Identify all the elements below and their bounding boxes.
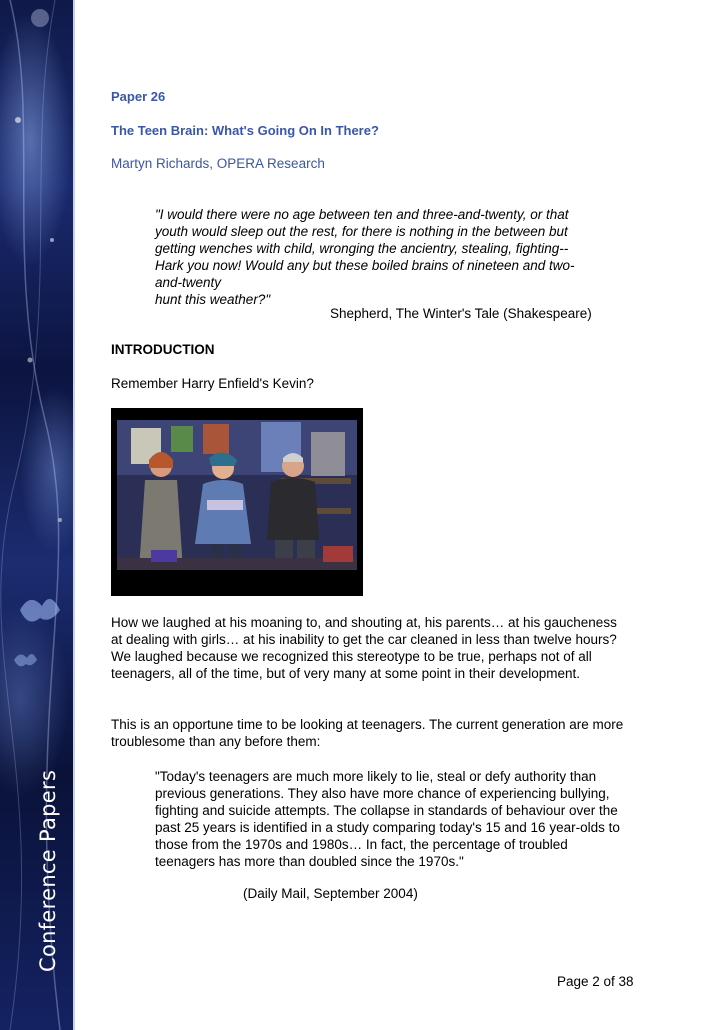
section-heading: INTRODUCTION xyxy=(111,342,215,357)
epigraph-line: Hark you now! Would any but these boiled brains of nineteen and two- xyxy=(155,258,575,273)
epigraph-quote xyxy=(155,206,633,308)
block-quote-source: (Daily Mail, September 2004) xyxy=(243,886,418,901)
body-paragraph: This is an opportune time to be looking at teenagers. The current generation are more troublesome than any before them: xyxy=(111,717,624,749)
tv-still-illustration xyxy=(111,408,363,596)
paper-author: Martyn Richards, OPERA Research xyxy=(111,156,325,171)
section-label: Conference Papers xyxy=(36,769,60,972)
butterfly-shape xyxy=(14,654,37,666)
block-quote: "Today's teenagers are much more likely to lie, steal or defy authority than previous generations. They also have more chance of experiencing bullying, fighting and suicide attempts. The collapse in standards of behaviour over the past 25 years is identified in a study comparing today's 15 and 16 year-olds to those from the 1970s and 1980s… In fact, the percentage of troubled teenagers has more than doubled since the 1970s." xyxy=(155,769,620,869)
paper-title: The Teen Brain: What's Going On In There? xyxy=(111,123,379,138)
epigraph-line: hunt this weather?" xyxy=(155,292,271,307)
butterfly-shape xyxy=(20,599,60,622)
epigraph-line: youth would sleep out the rest, for there is nothing in the between but xyxy=(155,224,568,239)
sideband-divider xyxy=(73,0,75,1030)
paper-number: Paper 26 xyxy=(111,89,166,104)
body-paragraph: How we laughed at his moaning to, and shouting at, his parents… at his gaucheness at dealing with girls… at his inability to get the car cleaned in less than twelve hours? We laughed because we recognized this stereotype to be true, perhaps not of all teenagers, all of the time, but of very many at some point in their development. xyxy=(111,615,617,681)
page-number: Page 2 of 38 xyxy=(557,974,634,989)
decorative-sideband xyxy=(0,0,73,1030)
intro-lead: Remember Harry Enfield's Kevin? xyxy=(111,376,314,391)
tv-still-image xyxy=(111,408,363,596)
epigraph-source: Shepherd, The Winter's Tale (Shakespeare) xyxy=(330,306,592,321)
epigraph-line: "I would there were no age between ten and three-and-twenty, or that xyxy=(155,207,569,222)
epigraph-line: and-twenty xyxy=(155,275,222,290)
epigraph-line: getting wenches with child, wronging the ancientry, stealing, fighting-- xyxy=(155,241,569,256)
